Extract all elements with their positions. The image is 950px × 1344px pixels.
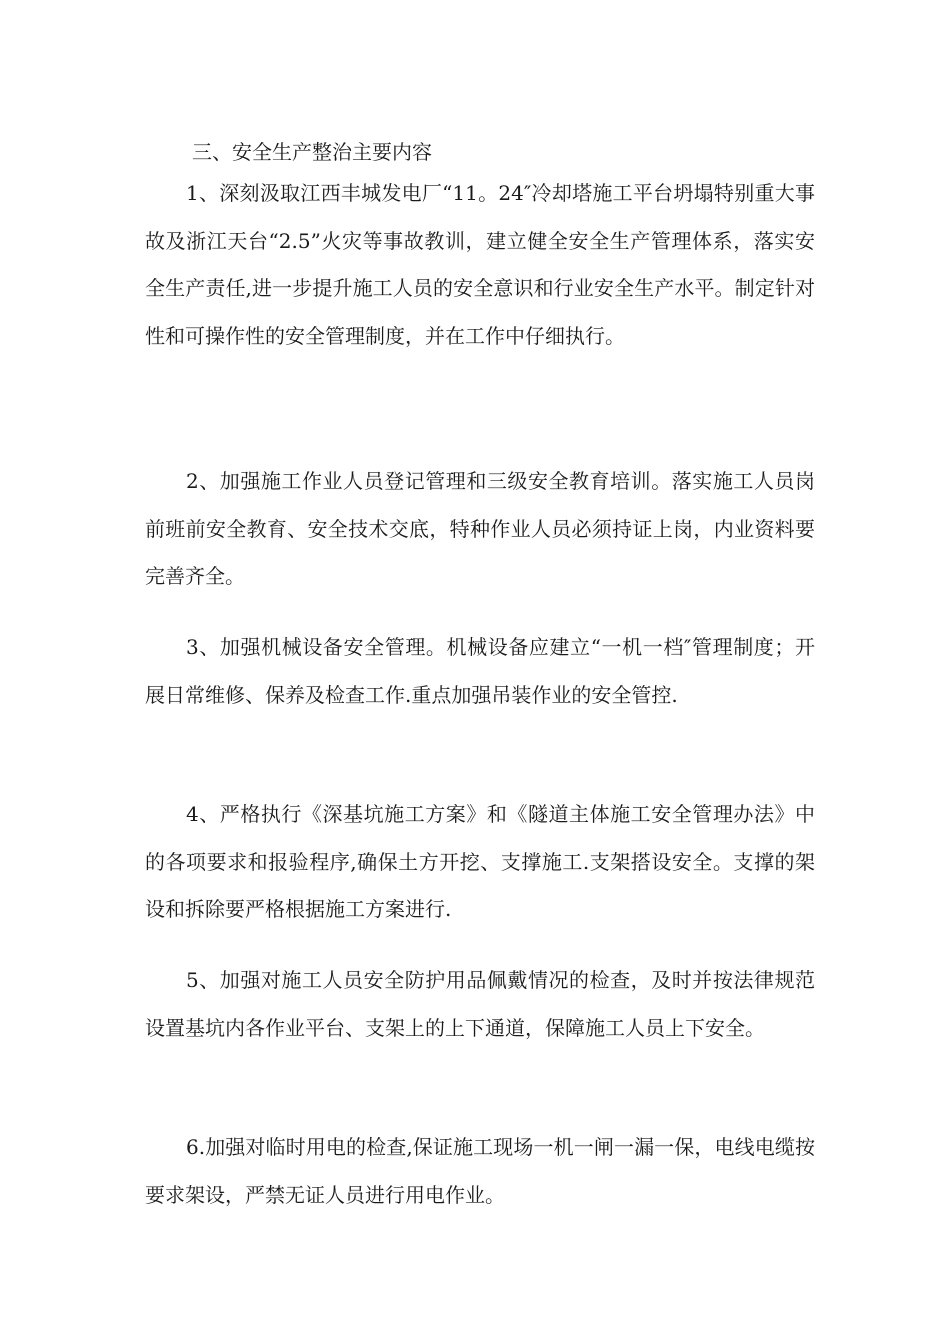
- paragraph-4: 4、严格执行《深基坑施工方案》和《隧道主体施工安全管理办法》中的各项要求和报验程序,确保土方开挖、支撑施工.支架搭设安全。支撑的架设和拆除要严格根据施工方案进行.: [145, 802, 815, 921]
- paragraph-1: 1、深刻汲取江西丰城发电厂“11。24″冷却塔施工平台坍塌特别重大事故及浙江天台“2.5”火灾等事故教训，建立健全安全生产管理体系，落实安全生产责任,进一步提升施工人员的安全意识和行业安全生产水平。制定针对性和可操作性的安全管理制度，并在工作中仔细执行。: [145, 181, 815, 348]
- paragraph-5: 5、加强对施工人员安全防护用品佩戴情况的检查，及时并按法律规范设置基坑内各作业平台、支架上的上下通道，保障施工人员上下安全。: [145, 968, 815, 1040]
- section-heading: 三、安全生产整治主要内容: [192, 140, 432, 164]
- paragraph-3: 3、加强机械设备安全管理。机械设备应建立“一机一档″管理制度；开展日常维修、保养及检查工作.重点加强吊装作业的安全管控.: [145, 635, 815, 707]
- paragraph-2: 2、加强施工作业人员登记管理和三级安全教育培训。落实施工人员岗前班前安全教育、安全技术交底，特种作业人员必须持证上岗，内业资料要完善齐全。: [145, 469, 815, 588]
- paragraph-6: 6.加强对临时用电的检查,保证施工现场一机一闸一漏一保，电线电缆按要求架设，严禁无证人员进行用电作业。: [145, 1135, 815, 1207]
